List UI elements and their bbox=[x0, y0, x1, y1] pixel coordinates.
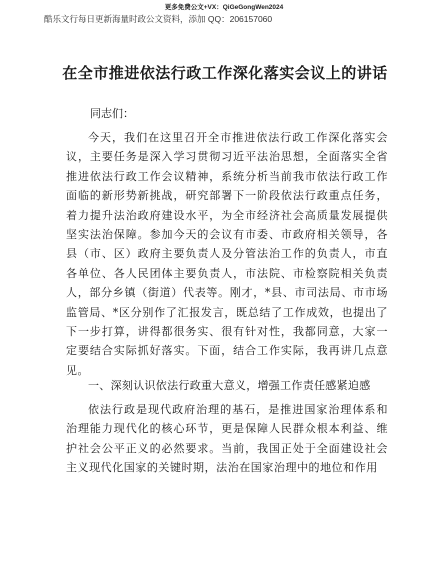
paragraph-section-1: 依法行政是现代政府治理的基石，是推进国家治理体系和治理能力现代化的核心环节，更是保障人民群众根本利益、维护社会公平正义的必然要求。当前，我国正处于全面建设社会主义现代化国家的关键时期，法治在国家治理中的地位和作用 bbox=[66, 403, 388, 475]
section-heading-1: 一、深刻认识依法行政重大意义，增强工作责任感紧迫感 bbox=[88, 379, 371, 392]
paragraph-intro: 今天，我们在这里召开全市推进依法行政工作深化落实会议，主要任务是深入学习贯彻习近平法治思想，全面落实全省推进依法行政工作会议精神，系统分析当前我市依法行政工作面临的新形势新挑战，研究部署下一阶段依法行政重点任务，着力提升法治政府建设水平，为全市经济社会高质量发展提供坚实法治保障。参加今天的会议有市委、市政府相关领导，各县（市、区）政府主要负责人及分管法治工作的负责人，市直各单位、各人民团体主要负责人，市法院、市检察院相关负责人，部分乡镇（街道）代表等。刚才，*县、市司法局、市市场监管局、*区分别作了汇报发言，既总结了工作成效，也提出了下一步打算，讲得都很务实、很有针对性，我都同意，大家一定要结合实际抓好落实。下面，结合工作实际，我再讲几点意见。 bbox=[66, 131, 388, 377]
document-title: 在全市推进依法行政工作深化落实会议上的讲话 bbox=[62, 64, 388, 82]
header-note: 酷乐文行每日更新海量时政公文资料，添加 QQ：206157060 bbox=[44, 14, 273, 24]
salutation: 同志们： bbox=[90, 107, 134, 120]
top-banner: 更多免费公文+VX：QiGeGongWen2024 bbox=[164, 4, 284, 11]
